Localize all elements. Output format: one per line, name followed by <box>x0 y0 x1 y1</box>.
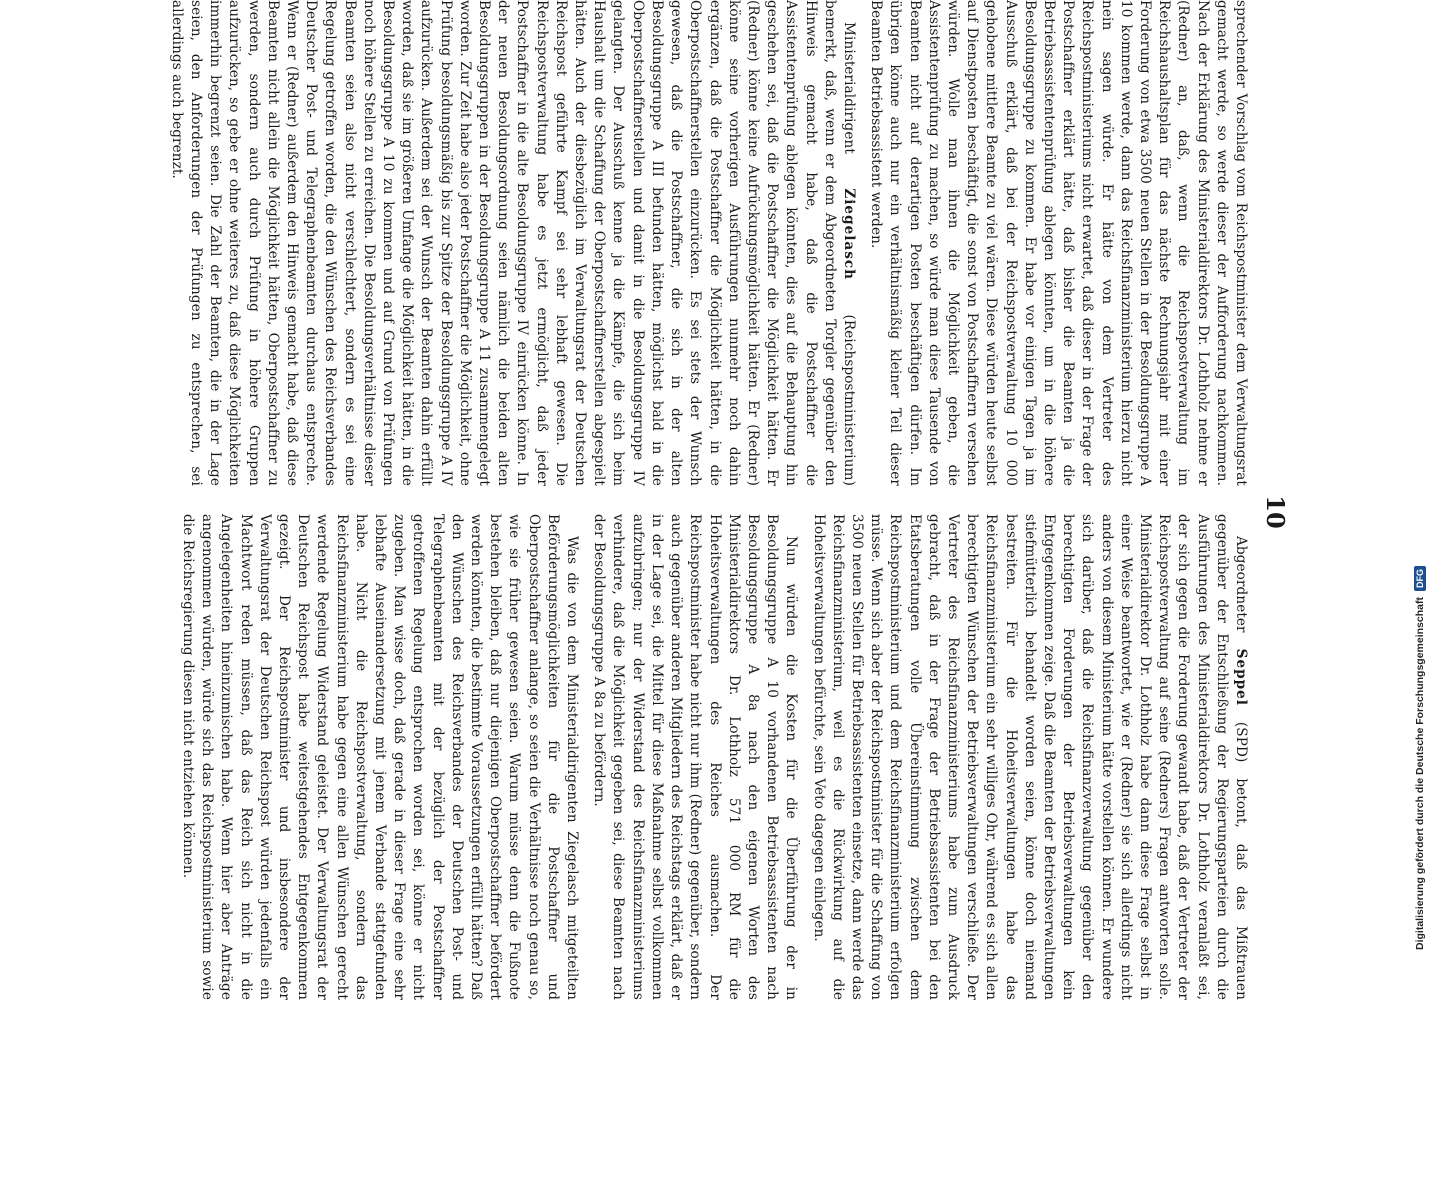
speaker-paragraph <box>167 0 858 486</box>
credit-text: Digitalisierung gefördert durch die Deutsche Forschungsgemeinschaft <box>1414 597 1426 950</box>
speaker-name: Ziegelasch <box>840 188 857 281</box>
speaker-paragraph <box>808 514 1250 1000</box>
paragraph: sprechender Vorschlag vom Reichspostminister dem Verwaltungsrat gemacht werde, so werde dieser der Aufforderung nachkommen. Nach der Erklärung des Ministerialdirektors Dr. Lothholz nehme er (Redner) an, daß, wenn die Reichspostverwaltung im Reichshaushaltsplan für das nächste Rechnungsjahr mit einer Forderung von etwa 3500 neuen Stellen in der Besoldungsgruppe A 10 kommen werde, dann das Reichsfinanzministerium hierzu nicht nein sagen würde. Er hätte von dem Vertreter des Reichspostministeriums nicht erwartet, daß dieser in der Frage der Postschaffner erklärt hätte, daß bisher die Beamten ja die Betriebsassistentenprüfung ablegen könnten, um in die höhere Besoldungsgruppe zu kommen. Er habe vor einigen Tagen ja im Ausschuß erklärt, daß bei der Reichspostverwaltung 10 000 gehobene mittlere Beamte zu viel wären. Diese würden heute selbst auf Dienstposten beschäftigt, die sonst von Postschaffnern versehen würden. Wolle man ihnen die Möglichkeit geben, die Assistentenprüfung zu machen, so würde man diese Tausende von Beamten nicht auf derartigen Posten beschäftigen dürfen. Im übrigen könne auch nur ein verhältnismäßig kleiner Teil dieser Beamten Betriebsassistent werden. <box>868 0 1249 486</box>
page-number: 10 <box>1261 495 1290 529</box>
dfg-logo: DFG <box>1414 566 1426 591</box>
column-right <box>167 514 1250 1000</box>
paragraph: Was die von dem Ministerialdirigenten Ziegelasch mitgeteilten Beförderungsmöglichkeiten für die Postschaffner und Oberpostschaffner anlange, so seien die Verhältnisse noch genau so, wie sie früher gewesen seien. Warum müsse denn die Fußnote bestehen bleiben, daß nur diejenigen Oberpostschaffner befördert werden könnten, die bestimmte Voraussetzungen erfüllt hätten? Daß den Wünschen des Reichsverbandes der Deutschen Post- und Telegraphenbeamten mit der bezüglich der Postschaffner getroffenen Regelung entsprochen worden sei, könne er nicht zugeben. Man wisse doch, daß gerade in dieser Frage eine sehr lebhafte Auseinandersetzung mit jenem Verbande stattgefunden habe. Nicht die Reichspostverwaltung, sondern das Reichsfinanzministerium habe gegen eine allen Wünschen gerecht werdende Regelung Widerstand geleistet. Der Verwaltungsrat der Deutschen Reichspost habe weitestgehendes Entgegenkommen gezeigt. Der Reichspostminister und insbesondere der Verwaltungsrat der Deutschen Reichspost würden jedenfalls ein Machtwort reden müssen, daß das Reich sich nicht in die Angelegenheiten hineinzumischen habe. Wenn hier aber Anträge angenommen würden, würde sich das Reichspostministerium sowie die Reichsregierung diesen nicht entziehen können. <box>180 514 581 1000</box>
speaker-text: (SPD) betont, daß das Mißtrauen gegenüber der Entschließung der Regierungsparteien durch die Ausführungen des Ministerialdirektors Dr. Lothholz veranlaßt sei, der sich gegen die Forderung gewandt habe, daß der Vertreter der Reichspostverwaltung auf seine (Redners) Fragen antworten solle. Ministerialdirektor Dr. Lothholz habe dann diese Frage selbst in einer Weise beantwortet, wie er (Redner) sie sich allerdings nicht anders von diesem Ministerium hätte vorstellen können. Er wundere sich darüber, daß die Reichsfinanzverwaltung gegenüber den berechtigten Forderungen der Betriebsverwaltungen kein Entgegenkommen zeige. Daß die Beamten der Betriebsverwaltungen stiefmütterlich behandelt worden seien, könne doch niemand bestreiten. Für die Hoheitsverwaltungen habe das Reichsfinanzministerium ein sehr williges Ohr, während es sich allen berechtigten Wünschen der Betriebsverwaltungen verschließe. Der Vertreter des Reichsfinanzministeriums habe zum Ausdruck gebracht, daß in der Frage der Betriebsassistenten bei den Etatsberatungen volle Übereinstimmung zwischen dem Reichspostministerium und dem Reichsfinanzministerium erfolgen müsse. Wenn sich aber der Reichspostminister für die Schaffung von 3500 neuen Stellen für Betriebsassistenten einsetze, dann werde das Reichsfinanzministerium, weil es die Rückwirkung auf die Hoheitsverwaltungen befürchte, sein Veto dagegen einlegen. <box>810 514 1249 1000</box>
speaker-prefix: Ministerialdirigent <box>840 22 857 189</box>
page-body <box>100 0 1290 1000</box>
speaker-name: Seppel <box>1233 648 1249 706</box>
column-left <box>167 0 1250 486</box>
text-columns <box>167 0 1250 1000</box>
speaker-prefix: Abgeordneter <box>1233 536 1249 649</box>
rotated-page-content <box>168 0 1290 1200</box>
digitization-credit <box>1414 50 1426 950</box>
speaker-text: (Reichspostministerium) bemerkt, daß, wenn er dem Abgeordneten Torgler gegenüber den Hinweis gemacht habe, daß die Postschaffner die Assistentenprüfung ablegen könnten, dies auf die Behauptung hin geschehen sei, daß die Postschaffner die Möglichkeit hätten. Er (Redner) könne keine Aufrückungsmöglichkeit hätten. Er (Redner) könne seine vorherigen Ausführungen nunmehr noch dahin ergänzen, daß die Postschaffner die Möglichkeit hätten, in die Oberpostschaffnerstellen einzurücken. Es sei stets der Wunsch gewesen, daß die Postschaffner, die sich in der alten Besoldungsgruppe A III befunden hätten, möglichst bald in die Oberpostschaffnerstellen und damit in die Besoldungsgruppe IV gelangten. Der Ausschuß kenne ja die Kämpfe, die sich beim Haushalt um die Schaffung der Oberpostschaffnerstellen abgespielt hätten. Auch der diesbezüglich im Verwaltungsrat der Deutschen Reichspost geführte Kampf sei sehr lebhaft gewesen. Die Reichspostverwaltung habe es jetzt ermöglicht, daß jeder Postschaffner in die alte Besoldungsgruppe IV einrücken könne. In der neuen Besoldungsordnung seien nämlich die beiden alten Besoldungsgruppen in der Besoldungsgruppe A 11 zusammengelegt worden. Zur Zeit habe also jeder Postschaffner die Möglichkeit, ohne Prüfung besoldungsmäßig bis zur Spitze der Besoldungsgruppe A IV aufzurücken. Außerdem sei der Wunsch der Beamten dahin erfüllt worden, daß sie im größeren Umfange die Möglichkeit hätten, in die Besoldungsgruppe A 10 zu kommen und auf Grund von Prüfungen noch höhere Stellen zu erreichen. Die Besoldungsverhältnisse dieser Beamten seien also nicht verschlechtert, sondern es sei eine Regelung getroffen worden, die den Wünschen des Reichsverbandes Deutscher Post- und Telegraphenbeamten durchaus entspreche. Wenn er (Redner) außerdem den Hinweis gemacht habe, daß diese Beamten nicht allein die Möglichkeit hätten, Oberpostschaffner zu werden, sondern auch durch Prüfung in höhere Gruppen aufzurücken, so gebe er ohne weiteres zu, daß diese Möglichkeiten immerhin begrenzt seien. Die Zahl der Beamten, die in der Lage seien, den Anforderungen der Prüfungen zu entsprechen, sei allerdings auch begrenzt. <box>168 0 857 486</box>
paragraph: Nun würden die Kosten für die Überführung der in Besoldungsgruppe A 10 vorhandenen Betriebsassistenten nach Besoldungsgruppe A 8a nach den eigenen Worten des Ministerialdirektors Dr. Lothholz 571 000 RM für die Hoheitsverwaltungen des Reiches ausmachen. Der Reichspostminister habe nicht nur ihm (Redner) gegenüber, sondern auch gegenüber anderen Mitgliedern des Reichstags erklärt, daß er in der Lage sei, die Mittel für diese Maßnahme selbst vollkommen aufzubringen; nur der Widerstand des Reichsfinanzministeriums verhindere, daß die Möglichkeit gegeben sei, diese Beamten nach der Besoldungsgruppe A 8a zu befördern. <box>591 514 800 1000</box>
